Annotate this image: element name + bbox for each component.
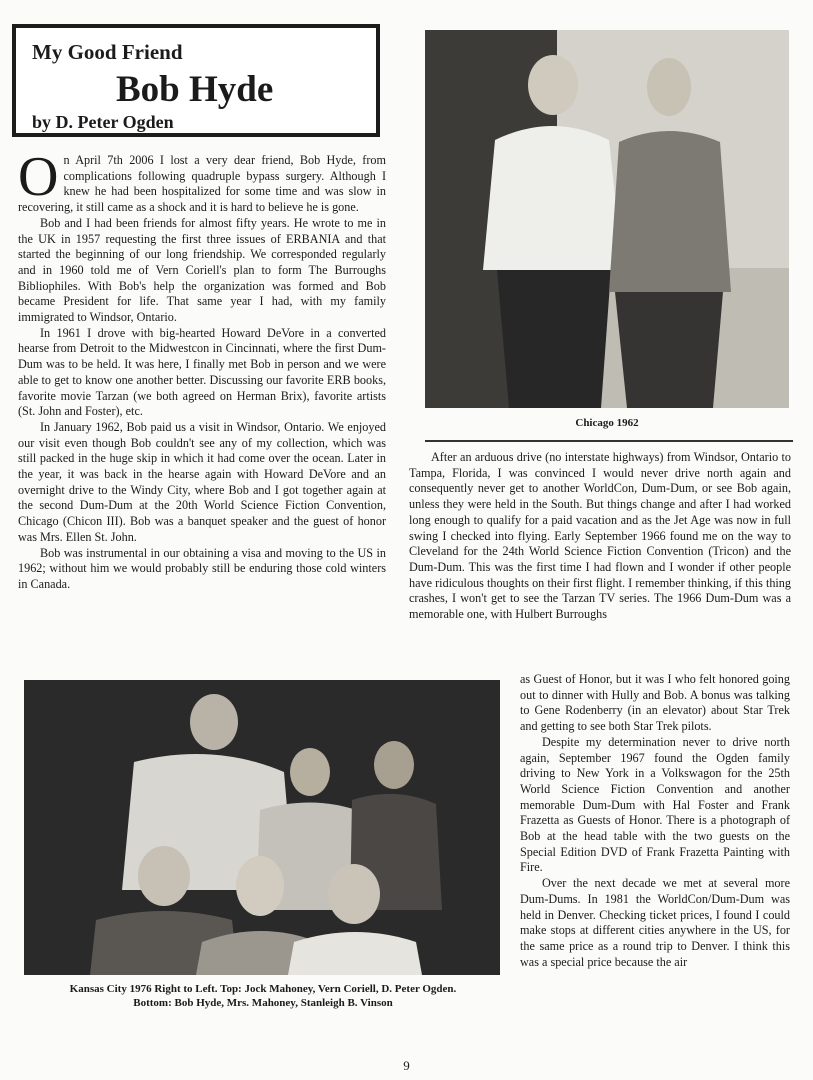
divider-rule [425,440,793,442]
photo-figures-group [24,680,500,975]
title-box [12,24,380,137]
article-title: Bob Hyde [116,69,274,110]
page-number: 9 [403,1058,410,1073]
paragraph: as Guest of Honor, but it was I who felt honored going out to dinner with Hully and Bob. A bonus was talking to Gene Rodenberry (in an elevator) about Star Trek and getting to see both Star Trek pilots. [520,672,790,734]
paragraph: Bob was instrumental in our obtaining a visa and moving to the US in 1962; without him we would probably still be enduring those cold winters in Canada. [18,545,386,591]
photo-figures [425,30,789,408]
author-byline: by D. Peter Ogden [32,112,174,132]
right-column-top [409,450,791,623]
paragraph: Bob and I had been friends for almost fifty years. He wrote to me in the UK in 1957 requesting the first three issues of ERBANIA and that started the beginning of our long friendship. We corresponded regularly and in 1960 told me of Vern Coriell's plan to form The Burroughs Bibliophiles. With Bob's help the organization was formed and Bob became President for life. That same year I had, with my family immigrated to Windsor, Ontario. [18,215,386,325]
paragraph: In January 1962, Bob paid us a visit in Windsor, Ontario. We enjoyed our visit even though Bob couldn't see any of my collection, which was still packed in the huge skip in which it had come over the ocean. Later in the year, it was back in the hearse again with Howard DeVore and an overnight drive to the Windy City, where Bob and I got together again at the second Dum-Dum at the 20th World Science Fiction Convention, Chicago (Chicon III). Bob was a banquet speaker and the guest of honor was Mrs. Ellen St. John. [18,419,386,544]
photo-kansas-city-1976 [24,680,500,975]
left-column [18,146,386,593]
paragraph: In 1961 I drove with big-hearted Howard DeVore in a converted hearse from Detroit to the Midwestcon in Cincinnati, where the first Dum-Dum was to be held. It was here, I finally met Bob in person and we were able to get to know one another better. Discussing our favorite ERB books, favorite movie Tarzan (we both agreed on Herman Brix), favorite artists (St. John and Foster), etc. [18,325,386,419]
paragraph: On April 7th 2006 I lost a very dear friend, Bob Hyde, from complications following quadruple bypass surgery. Although I knew he had been hospitalized for some time and was slow in recovering, it still came as a shock and it is hard to believe he is gone. [18,146,386,215]
right-column-bottom [520,672,790,970]
title-kicker: My Good Friend [32,40,183,64]
caption-line: Bottom: Bob Hyde, Mrs. Mahoney, Stanleigh B. Vinson [133,997,393,1009]
photo-caption-top: Chicago 1962 [575,417,639,429]
paragraph: Over the next decade we met at several more Dum-Dums. In 1981 the WorldCon/Dum-Dum was held in Denver. Checking ticket prices, I found I could make stops at different cities anywhere in the US, for the same price as a round trip to Denver. I think this was a special price because the air [520,876,790,969]
drop-cap: O [18,146,59,208]
paragraph: After an arduous drive (no interstate highways) from Windsor, Ontario to Tampa, Florida, I was convinced I would never drive north again and consequently never get to another WorldCon, Dum-Dum, or see Bob again, unless they were held in the South. But things change and after I had worked long enough to qualify for a paid vacation and as the Jet Age was now in full swing I checked into flying. Early September 1966 found me on the way to Cleveland for the 24th World Science Fiction Convention (Tricon) and the Dum-Dum. This was the first time I had flown and I wonder if other people have ridiculous thoughts on their first flight. I remember thinking, if this thing crashes, I won't get to see the Tarzan TV series. The 1966 Dum-Dum was a memorable one, with Hulbert Burroughs [409,450,791,622]
caption-line: Kansas City 1976 Right to Left. Top: Jock Mahoney, Vern Coriell, D. Peter Ogden. [69,983,457,995]
photo-caption-bottom [20,982,506,1010]
photo-chicago-1962 [425,30,789,408]
paragraph: Despite my determination never to drive north again, September 1967 found the Ogden family driving to New York in a Volkswagon for the 25th World Science Fiction Convention and another memorable Dum-Dum with Hal Foster and Frank Frazetta as Guests of Honor. There is a photograph of Bob at the head table with the two guests on the Special Edition DVD of Frank Frazetta Painting with Fire. [520,734,790,875]
